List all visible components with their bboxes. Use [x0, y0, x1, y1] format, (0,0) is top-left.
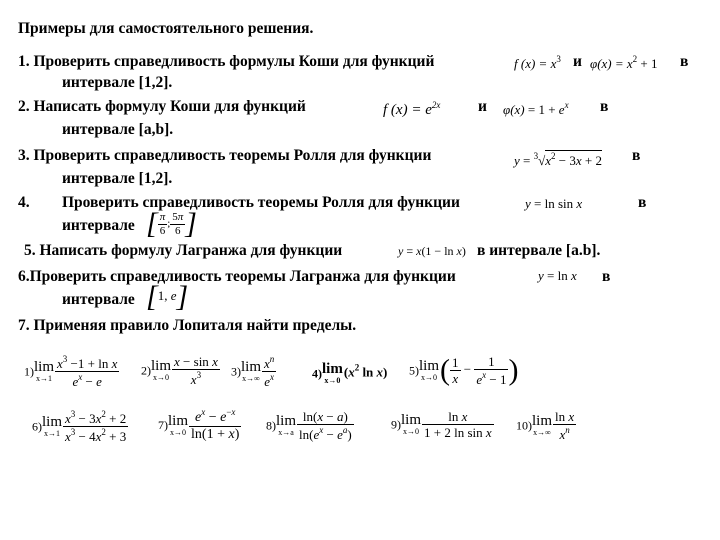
problem-6-text: 6.Проверить справедливость теоремы Лагранжа для функции: [18, 268, 456, 285]
problem-3-in-word: в: [632, 147, 641, 164]
problem-1-in-word: в: [680, 53, 689, 70]
limit-2: 2) lim x→0 $\frac{\text{x − sin x}}{x^3}$: [141, 354, 218, 387]
limit-3-number: 3): [231, 364, 241, 379]
problem-6-formula: y = ln x: [538, 268, 577, 283]
limit-5-number: 5): [409, 363, 419, 378]
problem-2-text: 2. Написать формулу Коши для функций: [18, 98, 306, 115]
problem-1-text: 1. Проверить справедливость формулы Коши для функций: [18, 53, 435, 70]
limit-1-number: 1): [24, 364, 34, 379]
problem-1-formula-phi: $\varphi(x) = x^2 + 1$: [590, 54, 658, 71]
problem-3-text: 3. Проверить справедливость теоремы Ролля для функции: [18, 147, 432, 164]
problem-4-in-word: в: [638, 194, 647, 211]
limit-9-number: 9): [391, 417, 401, 432]
problem-1-formula-f: f $(x) = x^3$: [514, 54, 561, 71]
limit-9: 9) lim x→0 $\frac{\text{ln x}}{\text{1 + 2 ln sin x}}$: [391, 409, 492, 440]
problem-6-in-word: в: [602, 268, 611, 285]
limit-3: 3) lim x→∞ $\frac{x^n}{e^x}$: [231, 354, 275, 389]
problem-6-interval-word: интервале: [62, 291, 135, 308]
limit-10-number: 10): [516, 418, 532, 433]
problem-4-formula: y = ln sin x: [525, 196, 583, 211]
limit-8-number: 8): [266, 418, 276, 433]
section-heading: Примеры для самостоятельного решения.: [18, 20, 314, 37]
problem-5-formula: y = x(1 − ln x): [398, 244, 466, 258]
limit-2-number: 2): [141, 363, 151, 378]
limit-6-number: 6): [32, 419, 42, 434]
problem-2-formula-phi: $\varphi(x) = 1 + e^x$: [503, 100, 569, 117]
limit-8: 8) lim x→a $\frac{\ln(x - a)}{\ln(e^x - e^a)}$: [266, 409, 352, 442]
problem-3-formula: $y = ^3√x^2 - 3x + 2$: [514, 151, 603, 168]
limit-4: 4) lim x→0 ($x^2$ ln x): [312, 361, 388, 385]
problem-3-interval: интервале [1,2].: [62, 170, 173, 187]
problem-4-number: 4.: [18, 194, 30, 211]
limit-7-number: 7): [158, 418, 168, 432]
problem-4-interval-word: интервале: [62, 217, 135, 234]
limit-4-number: 4): [312, 366, 322, 381]
problem-1-interval: интервале [1,2].: [62, 74, 173, 91]
problem-2-interval: интервале [a,b].: [62, 121, 174, 138]
problem-5-text: 5. Написать формулу Лагранжа для функции: [24, 242, 343, 259]
limit-5: 5) lim x→0 ( $\frac{1}{x}$ − $\frac{1}{e^x - 1}$ ): [409, 353, 519, 387]
problem-2-in-word: в: [600, 98, 609, 115]
problem-2-and: и: [478, 98, 487, 115]
problem-6-interval-formula: [1, e]: [146, 280, 189, 313]
problem-1-and: и: [573, 53, 582, 70]
problem-7-text: 7. Применяя правило Лопиталя найти пределы.: [18, 317, 357, 334]
limit-7: 7) lim x→0 $\frac{e^x - e^{-x}}{\ln(1 + x)}$: [158, 407, 240, 442]
problem-4-text: Проверить справедливость теоремы Ролля для функции: [62, 194, 460, 211]
limit-10: 10) lim x→∞ $\frac{\text{ln x}}{x^n}$: [516, 409, 575, 442]
limit-6: 6) lim x→1 $\frac{x^3 - 3x^2 + 2}{x^3 - 4x^2 + 3}$: [32, 409, 127, 444]
limit-1: 1) lim x→1 $\frac{x^3 -1 + \ln x}{e^x - e}$: [24, 354, 118, 389]
problem-2-formula-f: f $(x) = e^{2x}$: [383, 100, 441, 118]
problem-5-tail: в интервале [a.b].: [477, 242, 601, 259]
problem-4-interval-formula: [ $\frac{\pi}{6}$ ; $\frac{5\pi}{6}$ ]: [146, 207, 197, 240]
